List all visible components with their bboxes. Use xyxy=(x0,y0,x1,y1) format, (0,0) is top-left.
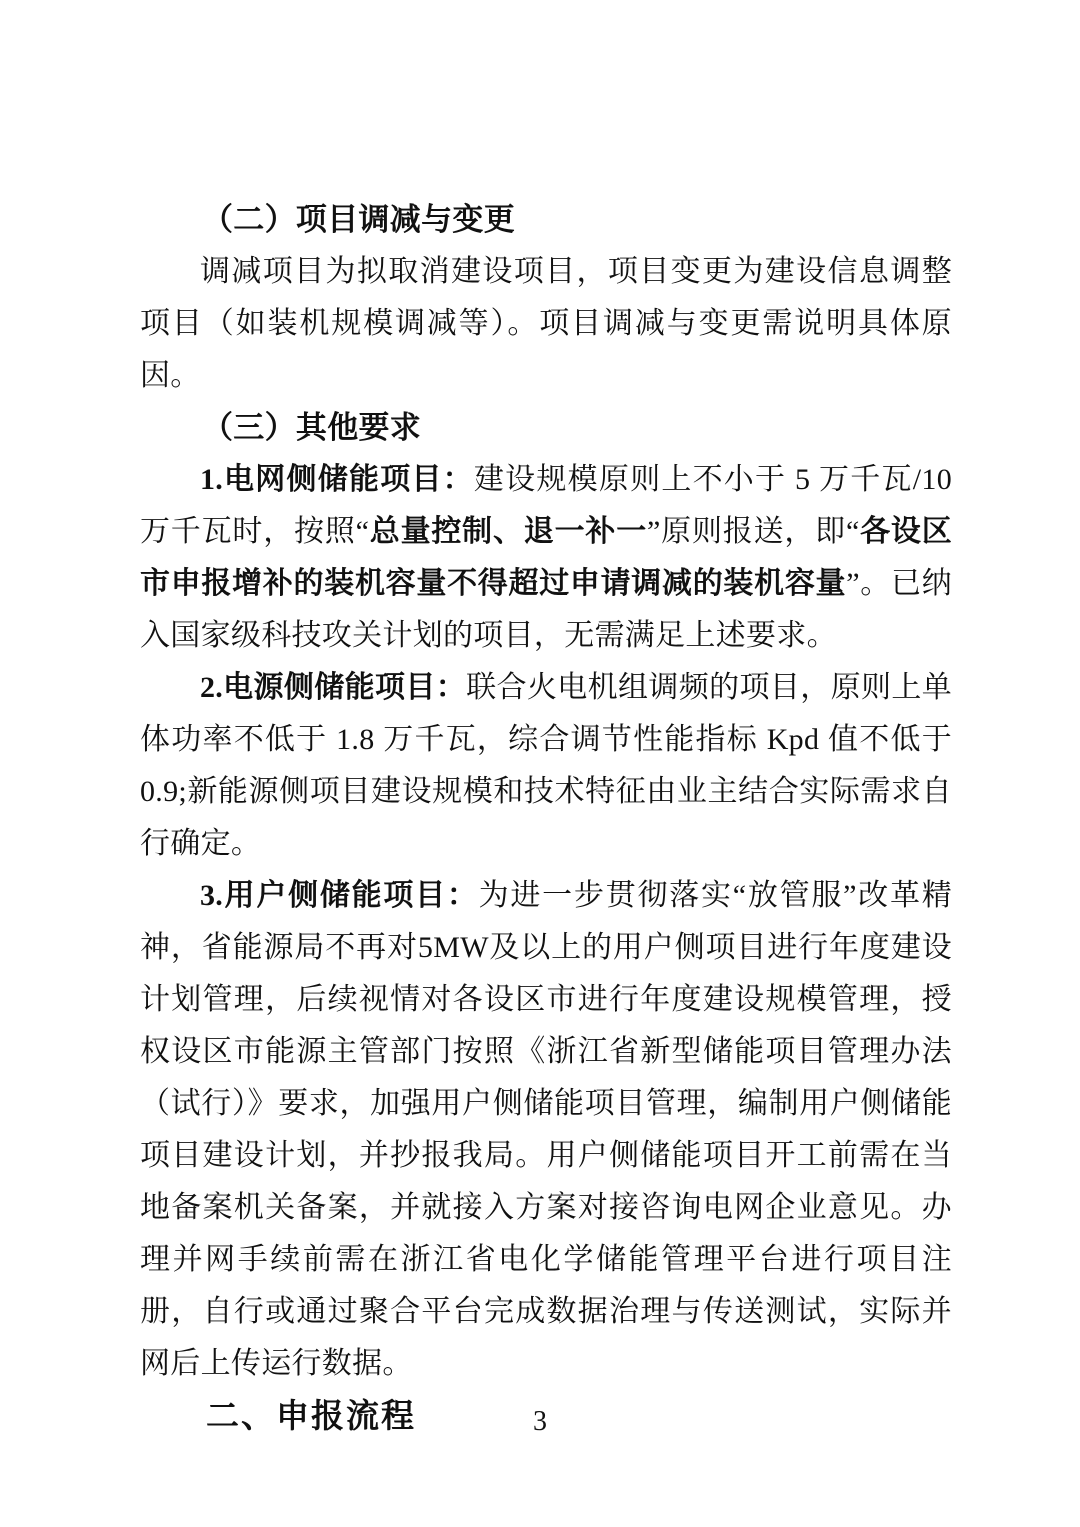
heading-section-two-project-adjustment xyxy=(140,194,952,246)
text-run: ”原则报送，即“ xyxy=(647,515,860,548)
heading-section-three-other-requirements xyxy=(140,402,952,454)
bold-text-run: 二、申报流程 xyxy=(206,1397,416,1434)
text-run: ”。已纳入国家级科技攻关计划的项目，无需满足上述要求。 xyxy=(140,567,953,652)
bold-text-run: 各设区市申报增补的装机容量不得超过申请调减的装机容量 xyxy=(140,515,953,600)
text-run: 联合火电机组调频的项目，原则上单体功率不低于 1.8 万千瓦，综合调节性能指标 Kpd 值不低于 0.9;新能源侧项目建设规模和技术特征由业主结合实际需求自行确定。 xyxy=(140,671,952,860)
para-source-side-storage xyxy=(140,662,952,870)
para-user-side-storage xyxy=(140,870,952,1390)
bold-text-run: （二）项目调减与变更 xyxy=(202,202,515,237)
bold-text-run: 1.电网侧储能项目： xyxy=(200,463,474,496)
document-content xyxy=(140,194,952,1442)
bold-text-run: 总量控制、退一补一 xyxy=(369,515,648,548)
bold-text-run: （三）其他要求 xyxy=(202,410,422,445)
text-run: 为进一步贯彻落实“放管服”改革精神，省能源局不再对5MW及以上的用户侧项目进行年度建设计划管理，后续视情对各设区市进行年度建设规模管理，授权设区市能源主管部门按照《浙江省新型储能项目管理办法（试行）》要求，加强用户侧储能项目管理，编制用户侧储能项目建设计划，并抄报我局。用户侧储能项目开工前需在当地备案机关备案，并就接入方案对接咨询电网企业意见。办理并网手续前需在浙江省电化学储能管理平台进行项目注册，自行或通过聚合平台完成数据治理与传送测试，实际并网后上传运行数据。 xyxy=(140,879,953,1380)
bold-text-run: 2.电源侧储能项目： xyxy=(200,671,467,704)
text-run: 调减项目为拟取消建设项目，项目变更为建设信息调整项目（如装机规模调减等）。项目调减与变更需说明具体原因。 xyxy=(140,255,952,392)
para-adjustment-definition xyxy=(140,246,952,402)
para-grid-side-storage xyxy=(140,454,952,662)
text-run: 建设规模原则上不小于 5 万千瓦/10 万千瓦时，按照“ xyxy=(140,463,952,548)
bold-text-run: 3.用户侧储能项目： xyxy=(200,879,479,912)
page-number: 3 xyxy=(533,1406,547,1437)
